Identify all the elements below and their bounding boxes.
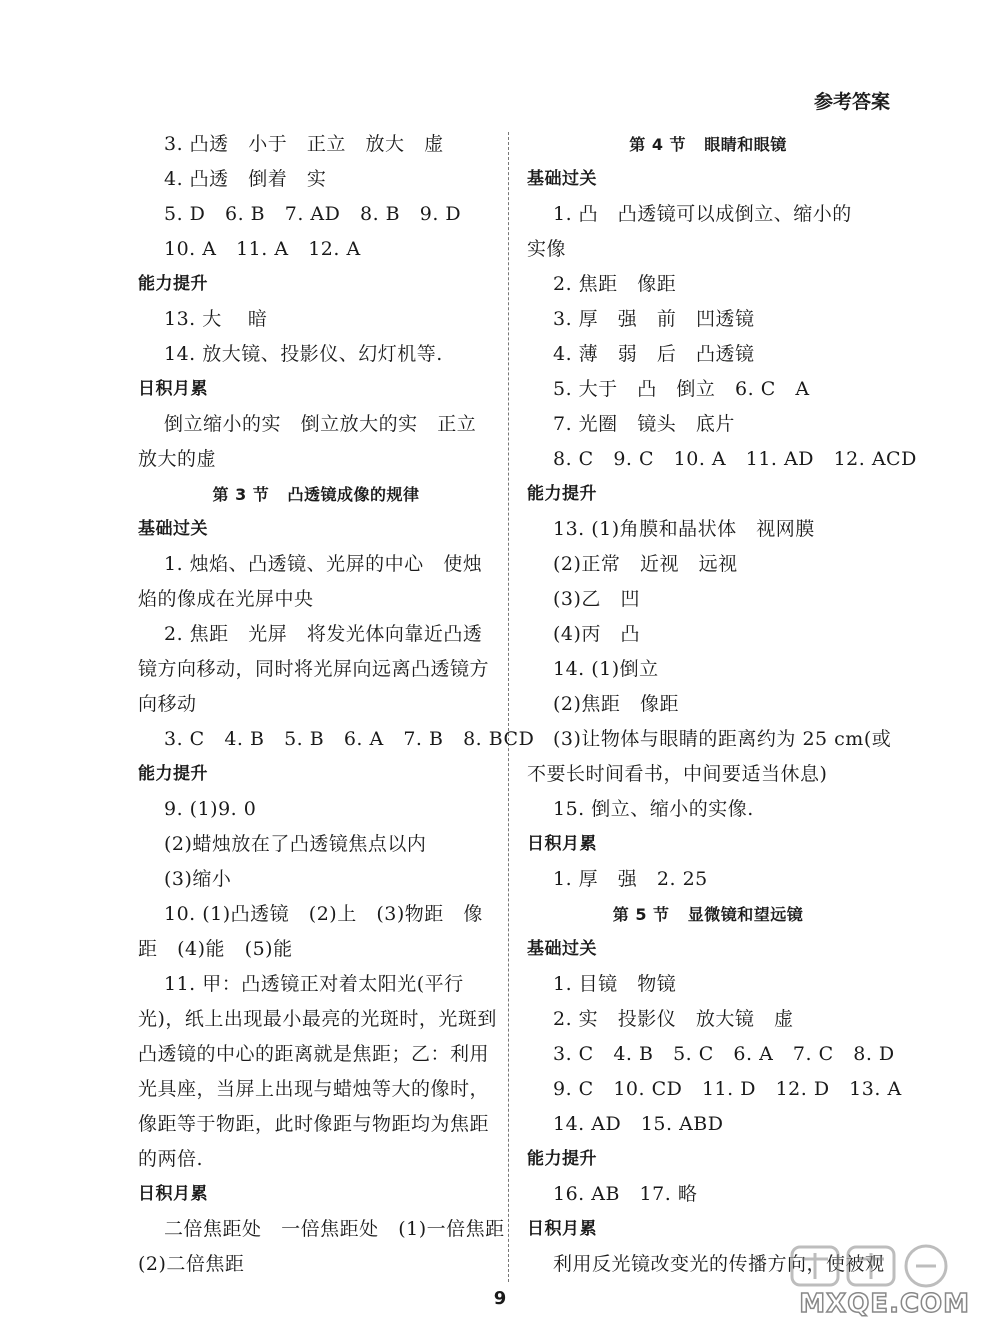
left-line: 2. 焦距 光屏 将发光体向靠近凸透 (164, 623, 483, 645)
page-header: 参考答案 (813, 91, 890, 113)
left-line: 11. 甲：凸透镜正对着太阳光(平行 (164, 973, 464, 995)
right-chapter-title: 第 4 节 眼睛和眼镜 (629, 135, 787, 154)
right-section-heading: 能力提升 (527, 484, 597, 504)
right-line: 13. (1)角膜和晶状体 视网膜 (553, 518, 815, 540)
right-line: 8. C 9. C 10. A 11. AD 12. ACD (553, 448, 917, 470)
left-line: 像距等于物距，此时像距与物距均为焦距 (138, 1113, 490, 1135)
left-line: 1. 烛焰、凸透镜、光屏的中心 使烛 (164, 553, 483, 575)
right-line: (3)乙 凹 (553, 588, 641, 610)
right-line: 14. AD 15. ABD (553, 1113, 724, 1135)
right-line: 16. AB 17. 略 (553, 1183, 698, 1205)
right-line: 5. 大于 凸 倒立 6. C A (553, 378, 810, 400)
right-line: (2)正常 近视 远视 (553, 553, 738, 575)
left-line: (2)二倍焦距 (138, 1253, 245, 1275)
right-line: 不要长时间看书，中间要适当休息) (527, 763, 828, 785)
page-number: 9 (493, 1288, 507, 1309)
right-line: 1. 目镜 物镜 (553, 973, 677, 995)
left-line: 凸透镜的中心的距离就是焦距；乙：利用 (138, 1043, 490, 1065)
right-line: 2. 焦距 像距 (553, 273, 677, 295)
right-line: (3)让物体与眼睛的距离约为 25 cm(或 (553, 728, 892, 750)
left-line: 光)，纸上出现最小最亮的光斑时，光斑到 (138, 1008, 497, 1030)
right-section-heading: 日积月累 (527, 1219, 597, 1239)
left-section-heading: 日积月累 (138, 379, 208, 399)
left-line: 10. A 11. A 12. A (164, 238, 361, 260)
left-line: 倒立缩小的实 倒立放大的实 正立 (164, 413, 477, 435)
right-line: 15. 倒立、缩小的实像. (553, 798, 754, 820)
right-line: (4)丙 凸 (553, 623, 641, 645)
right-line: 14. (1)倒立 (553, 658, 659, 680)
column-divider (508, 132, 509, 1282)
left-line: 焰的像成在光屏中央 (138, 588, 314, 610)
left-line: (3)缩小 (164, 868, 232, 890)
right-line: (2)焦距 像距 (553, 693, 680, 715)
right-line: 利用反光镜改变光的传播方向，使被观 (553, 1253, 885, 1275)
left-line: 3. C 4. B 5. B 6. A 7. B 8. BCD (164, 728, 535, 750)
left-section-heading: 日积月累 (138, 1184, 208, 1204)
left-line: 10. (1)凸透镜 (2)上 (3)物距 像 (164, 903, 483, 925)
right-line: 2. 实 投影仪 放大镜 虚 (553, 1008, 794, 1030)
left-line: 3. 凸透 小于 正立 放大 虚 (164, 133, 444, 155)
right-section-heading: 基础过关 (527, 169, 597, 189)
left-line: 放大的虚 (138, 448, 217, 470)
right-section-heading: 基础过关 (527, 939, 597, 959)
left-line: 距 (4)能 (5)能 (138, 938, 293, 960)
left-line: 二倍焦距处 一倍焦距处 (1)一倍焦距 (164, 1218, 505, 1240)
right-line: 1. 厚 强 2. 25 (553, 868, 708, 890)
right-column (527, 127, 917, 1282)
left-line: 5. D 6. B 7. AD 8. B 9. D (164, 203, 462, 225)
right-chapter-title: 第 5 节 显微镜和望远镜 (612, 905, 804, 924)
left-line: 镜方向移动，同时将光屏向远离凸透镜方 (138, 658, 490, 680)
right-line: 7. 光圈 镜头 底片 (553, 413, 735, 435)
right-section-heading: 日积月累 (527, 834, 597, 854)
right-section-heading: 能力提升 (527, 1149, 597, 1169)
left-section-heading: 能力提升 (138, 274, 208, 294)
left-line: 光具座，当屏上出现与蜡烛等大的像时， (138, 1078, 490, 1100)
right-line: 3. 厚 强 前 凹透镜 (553, 308, 755, 330)
left-section-heading: 基础过关 (138, 519, 208, 539)
right-line: 3. C 4. B 5. C 6. A 7. C 8. D (553, 1043, 895, 1065)
left-line: 的两倍. (138, 1148, 204, 1170)
left-column (138, 127, 535, 1282)
left-line: 9. (1)9. 0 (164, 798, 257, 820)
right-line: 1. 凸 凸透镜可以成倒立、缩小的 (553, 203, 852, 225)
left-section-heading: 能力提升 (138, 764, 208, 784)
left-line: 向移动 (138, 693, 197, 715)
left-line: (2)蜡烛放在了凸透镜焦点以内 (164, 833, 427, 855)
left-line: 4. 凸透 倒着 实 (164, 168, 327, 190)
left-line: 13. 大 暗 (164, 308, 268, 330)
right-line: 实像 (527, 238, 567, 260)
left-line: 14. 放大镜、投影仪、幻灯机等. (164, 343, 443, 365)
watermark-text: MXQE.COM (799, 1289, 970, 1319)
right-line: 4. 薄 弱 后 凸透镜 (553, 343, 755, 365)
right-line: 9. C 10. CD 11. D 12. D 13. A (553, 1078, 902, 1100)
left-chapter-title: 第 3 节 凸透镜成像的规律 (212, 485, 420, 504)
